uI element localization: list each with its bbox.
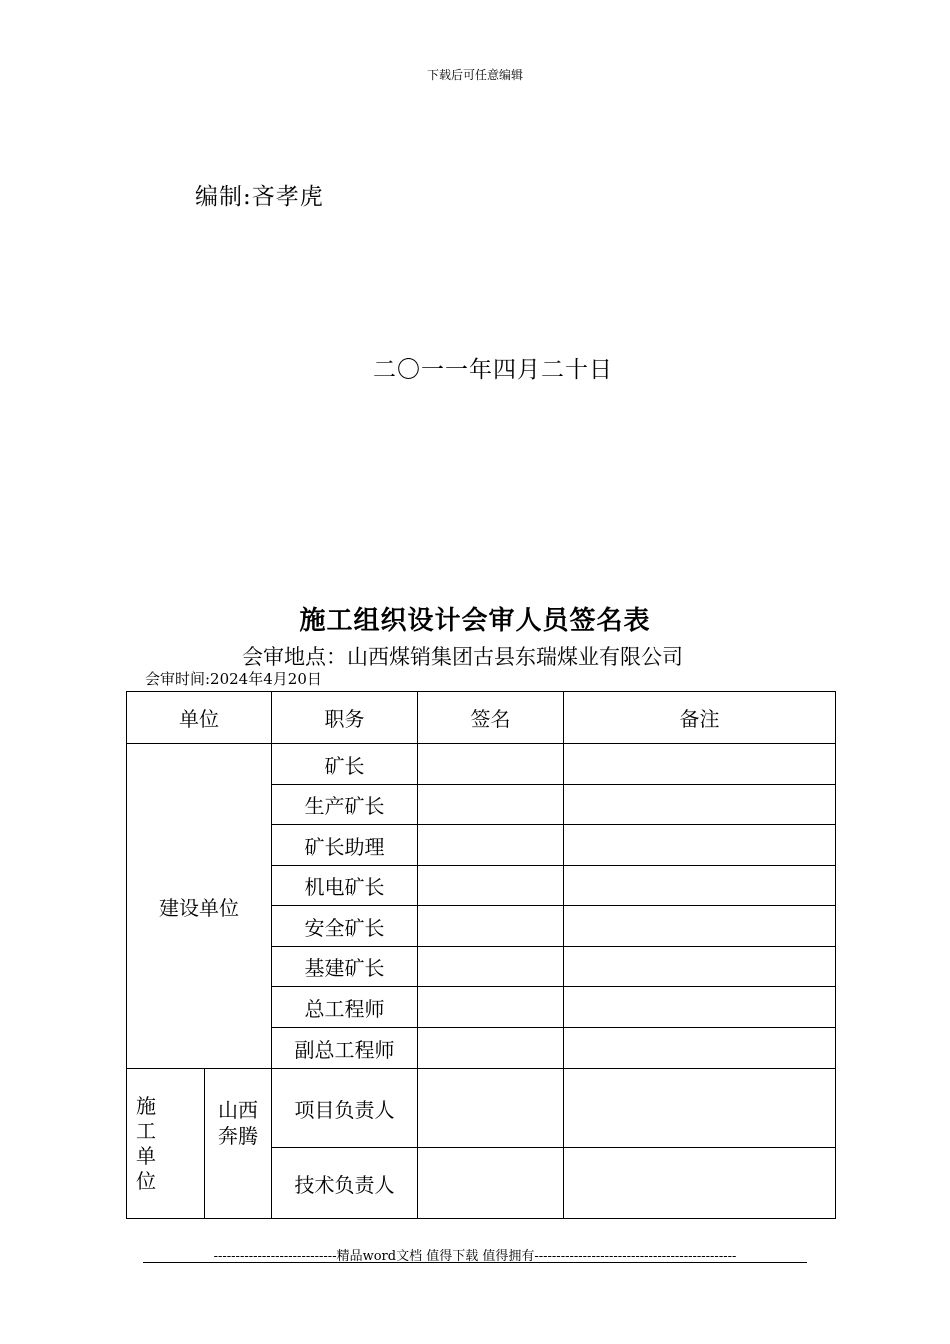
remarks-cell[interactable]	[564, 947, 836, 987]
signature-cell[interactable]	[418, 866, 564, 906]
company-line: 山西	[218, 1098, 258, 1122]
signature-cell[interactable]	[418, 785, 564, 825]
position-cell: 生产矿长	[272, 785, 418, 825]
table-row	[127, 1069, 836, 1148]
unit-char: 单	[136, 1143, 156, 1168]
meeting-location: 会审地点：山西煤销集团古县东瑞煤业有限公司	[242, 645, 683, 669]
meeting-time: 会审时间:2024年4月20日	[145, 670, 322, 688]
footer-divider	[143, 1262, 807, 1263]
header-signature: 签名	[418, 692, 564, 744]
header-position: 职务	[272, 692, 418, 744]
remarks-cell[interactable]	[564, 1148, 836, 1219]
position-cell: 总工程师	[272, 987, 418, 1028]
signature-table	[126, 691, 836, 1219]
signature-cell[interactable]	[418, 825, 564, 866]
remarks-cell[interactable]	[564, 1069, 836, 1148]
position-cell: 机电矿长	[272, 866, 418, 906]
table-header-row	[127, 692, 836, 744]
compiler-line: 编制:吝孝虎	[195, 184, 324, 210]
footer-note: ----------------------------精品word文档 值得下载 值得拥有----------------------------------------------	[213, 1249, 737, 1264]
remarks-cell[interactable]	[564, 744, 836, 785]
position-cell: 项目负责人	[272, 1069, 418, 1148]
unit-char: 施	[136, 1093, 156, 1118]
unit-construction-owner: 建设单位	[127, 744, 272, 1069]
company-line: 奔腾	[218, 1124, 258, 1148]
signature-cell[interactable]	[418, 1069, 564, 1148]
table-title: 施工组织设计会审人员签名表	[299, 606, 651, 636]
table-row	[127, 744, 836, 785]
remarks-cell[interactable]	[564, 866, 836, 906]
signature-cell[interactable]	[418, 987, 564, 1028]
header-remarks: 备注	[564, 692, 836, 744]
position-cell: 技术负责人	[272, 1148, 418, 1219]
signature-cell[interactable]	[418, 1148, 564, 1219]
position-cell: 基建矿长	[272, 947, 418, 987]
contractor-company	[205, 1069, 272, 1219]
unit-char: 位	[136, 1168, 156, 1193]
signature-cell[interactable]	[418, 1028, 564, 1069]
position-cell: 矿长	[272, 744, 418, 785]
remarks-cell[interactable]	[564, 825, 836, 866]
position-cell: 副总工程师	[272, 1028, 418, 1069]
remarks-cell[interactable]	[564, 987, 836, 1028]
signature-cell[interactable]	[418, 947, 564, 987]
signature-cell[interactable]	[418, 906, 564, 947]
remarks-cell[interactable]	[564, 906, 836, 947]
signature-cell[interactable]	[418, 744, 564, 785]
header-unit: 单位	[127, 692, 272, 744]
header-note: 下载后可任意编辑	[426, 68, 523, 82]
position-cell: 矿长助理	[272, 825, 418, 866]
remarks-cell[interactable]	[564, 785, 836, 825]
unit-construction-contractor	[127, 1069, 205, 1219]
date-line: 二〇一一年四月二十日	[373, 357, 613, 383]
remarks-cell[interactable]	[564, 1028, 836, 1069]
unit-char: 工	[136, 1118, 156, 1143]
position-cell: 安全矿长	[272, 906, 418, 947]
